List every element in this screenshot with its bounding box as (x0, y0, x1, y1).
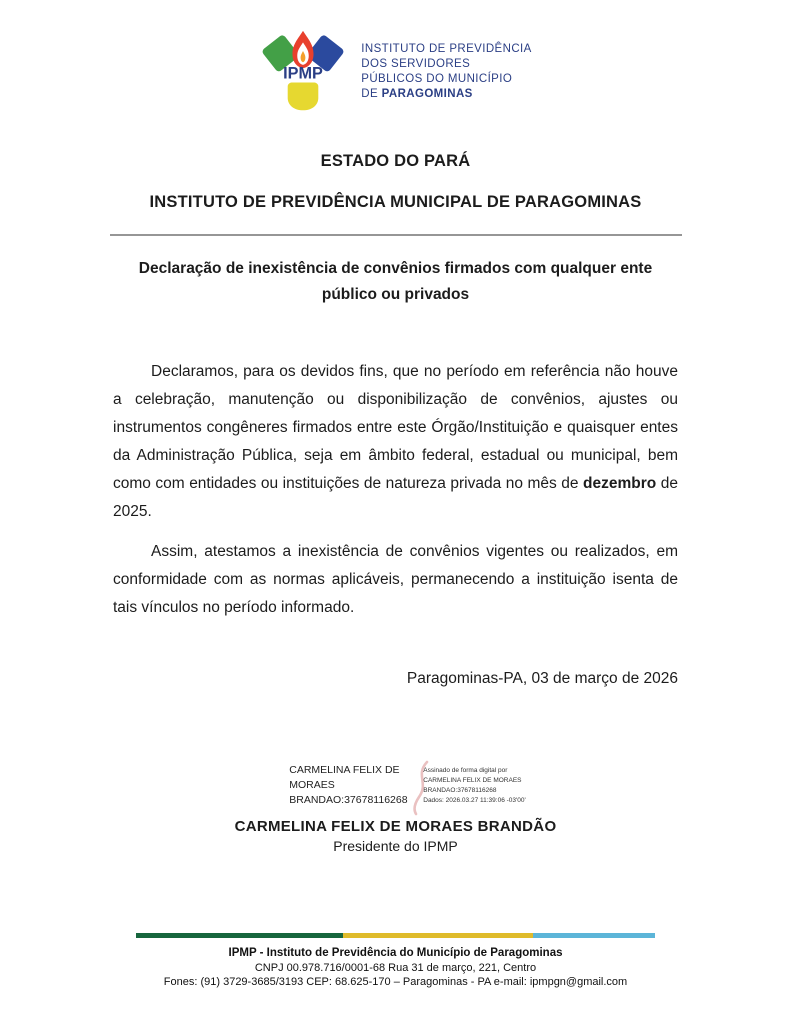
org-line-city: PARAGOMINAS (381, 88, 473, 100)
ipmp-logo-icon (259, 28, 347, 116)
institute-title: INSTITUTO DE PREVIDÊNCIA MUNICIPAL DE PARAGOMINAS (149, 193, 642, 211)
footer-bar-yellow (343, 933, 533, 938)
digital-signature-stamp (289, 763, 525, 808)
signatory-role: Presidente do IPMP (333, 838, 458, 854)
paragraph-2: Assim, atestamos a inexistência de convênios vigentes ou realizados, em conformidade com as normas aplicáveis, permanecendo a instituição isenta de tais vínculos no período informado. (113, 543, 678, 616)
org-line: DOS SERVIDORES (361, 58, 471, 70)
certificate-detail-line: Dados: 2026.03.27 11:39:06 -03'00' (423, 797, 526, 804)
logo-acronym: IPMP (283, 64, 324, 83)
document-heading (0, 152, 791, 212)
paragraph-1 (113, 358, 678, 526)
logo-yellow-shape (288, 83, 319, 111)
footer-contact-line: Fones: (91) 3729-3685/3193 CEP: 68.625-170 – Paragominas - PA e-mail: ipmpgn@gmail.com (163, 976, 628, 988)
org-line: INSTITUTO DE PREVIDÊNCIA (361, 43, 532, 55)
certificate-detail-line: BRANDAO:37678116268 (423, 787, 497, 794)
footer-bar-blue (533, 933, 655, 938)
paragraph-1-text: Declaramos, para os devidos fins, que no período em referência não houve a celebração, manutenção ou disponibilização de convênios, ajustes ou instrumentos congêneres firmados entre este Órgão/Instituição e quaisquer entes da Administração Pública, seja em âmbito federal, estadual ou municipal, bem como com entidades ou instituições de natureza privada no mês de (113, 363, 678, 492)
org-name-block (361, 42, 531, 102)
document-body (113, 358, 678, 688)
paragraph-1-month: dezembro (583, 475, 657, 492)
footer-org-line: IPMP - Instituto de Previdência do Município de Paragominas (228, 947, 563, 959)
certificate-detail-line: Assinado de forma digital por (423, 767, 508, 774)
footer-address-line: CNPJ 00.978.716/0001-68 Rua 31 de março, 221, Centro (254, 961, 537, 974)
header-divider (110, 234, 682, 236)
org-line (361, 87, 531, 102)
org-line: PÚBLICOS DO MUNICÍPIO (361, 73, 513, 85)
document-title: Declaração de inexistência de convênios firmados com qualquer ente público ou privados (138, 260, 653, 303)
dateline: Paragominas-PA, 03 de março de 2026 (406, 670, 678, 687)
certificate-detail-line: CARMELINA FELIX DE MORAES (423, 777, 522, 784)
signature-area (0, 760, 791, 854)
footer-text (0, 946, 791, 990)
signature-swoosh-icon (407, 759, 433, 817)
footer-bar-green (136, 933, 343, 938)
certificate-holder: CARMELINA FELIX DE MORAES BRANDAO:37678116268 (289, 764, 408, 806)
signatory-name: CARMELINA FELIX DE MORAES BRANDÃO (234, 818, 557, 835)
paragraph-1-tail: de 2025. (113, 475, 678, 520)
certificate-details (423, 763, 525, 808)
page-footer (0, 933, 791, 990)
footer-color-bar (136, 933, 655, 938)
org-line-prefix: DE (361, 88, 382, 100)
letterhead (0, 0, 791, 116)
state-title: ESTADO DO PARÁ (320, 152, 471, 170)
